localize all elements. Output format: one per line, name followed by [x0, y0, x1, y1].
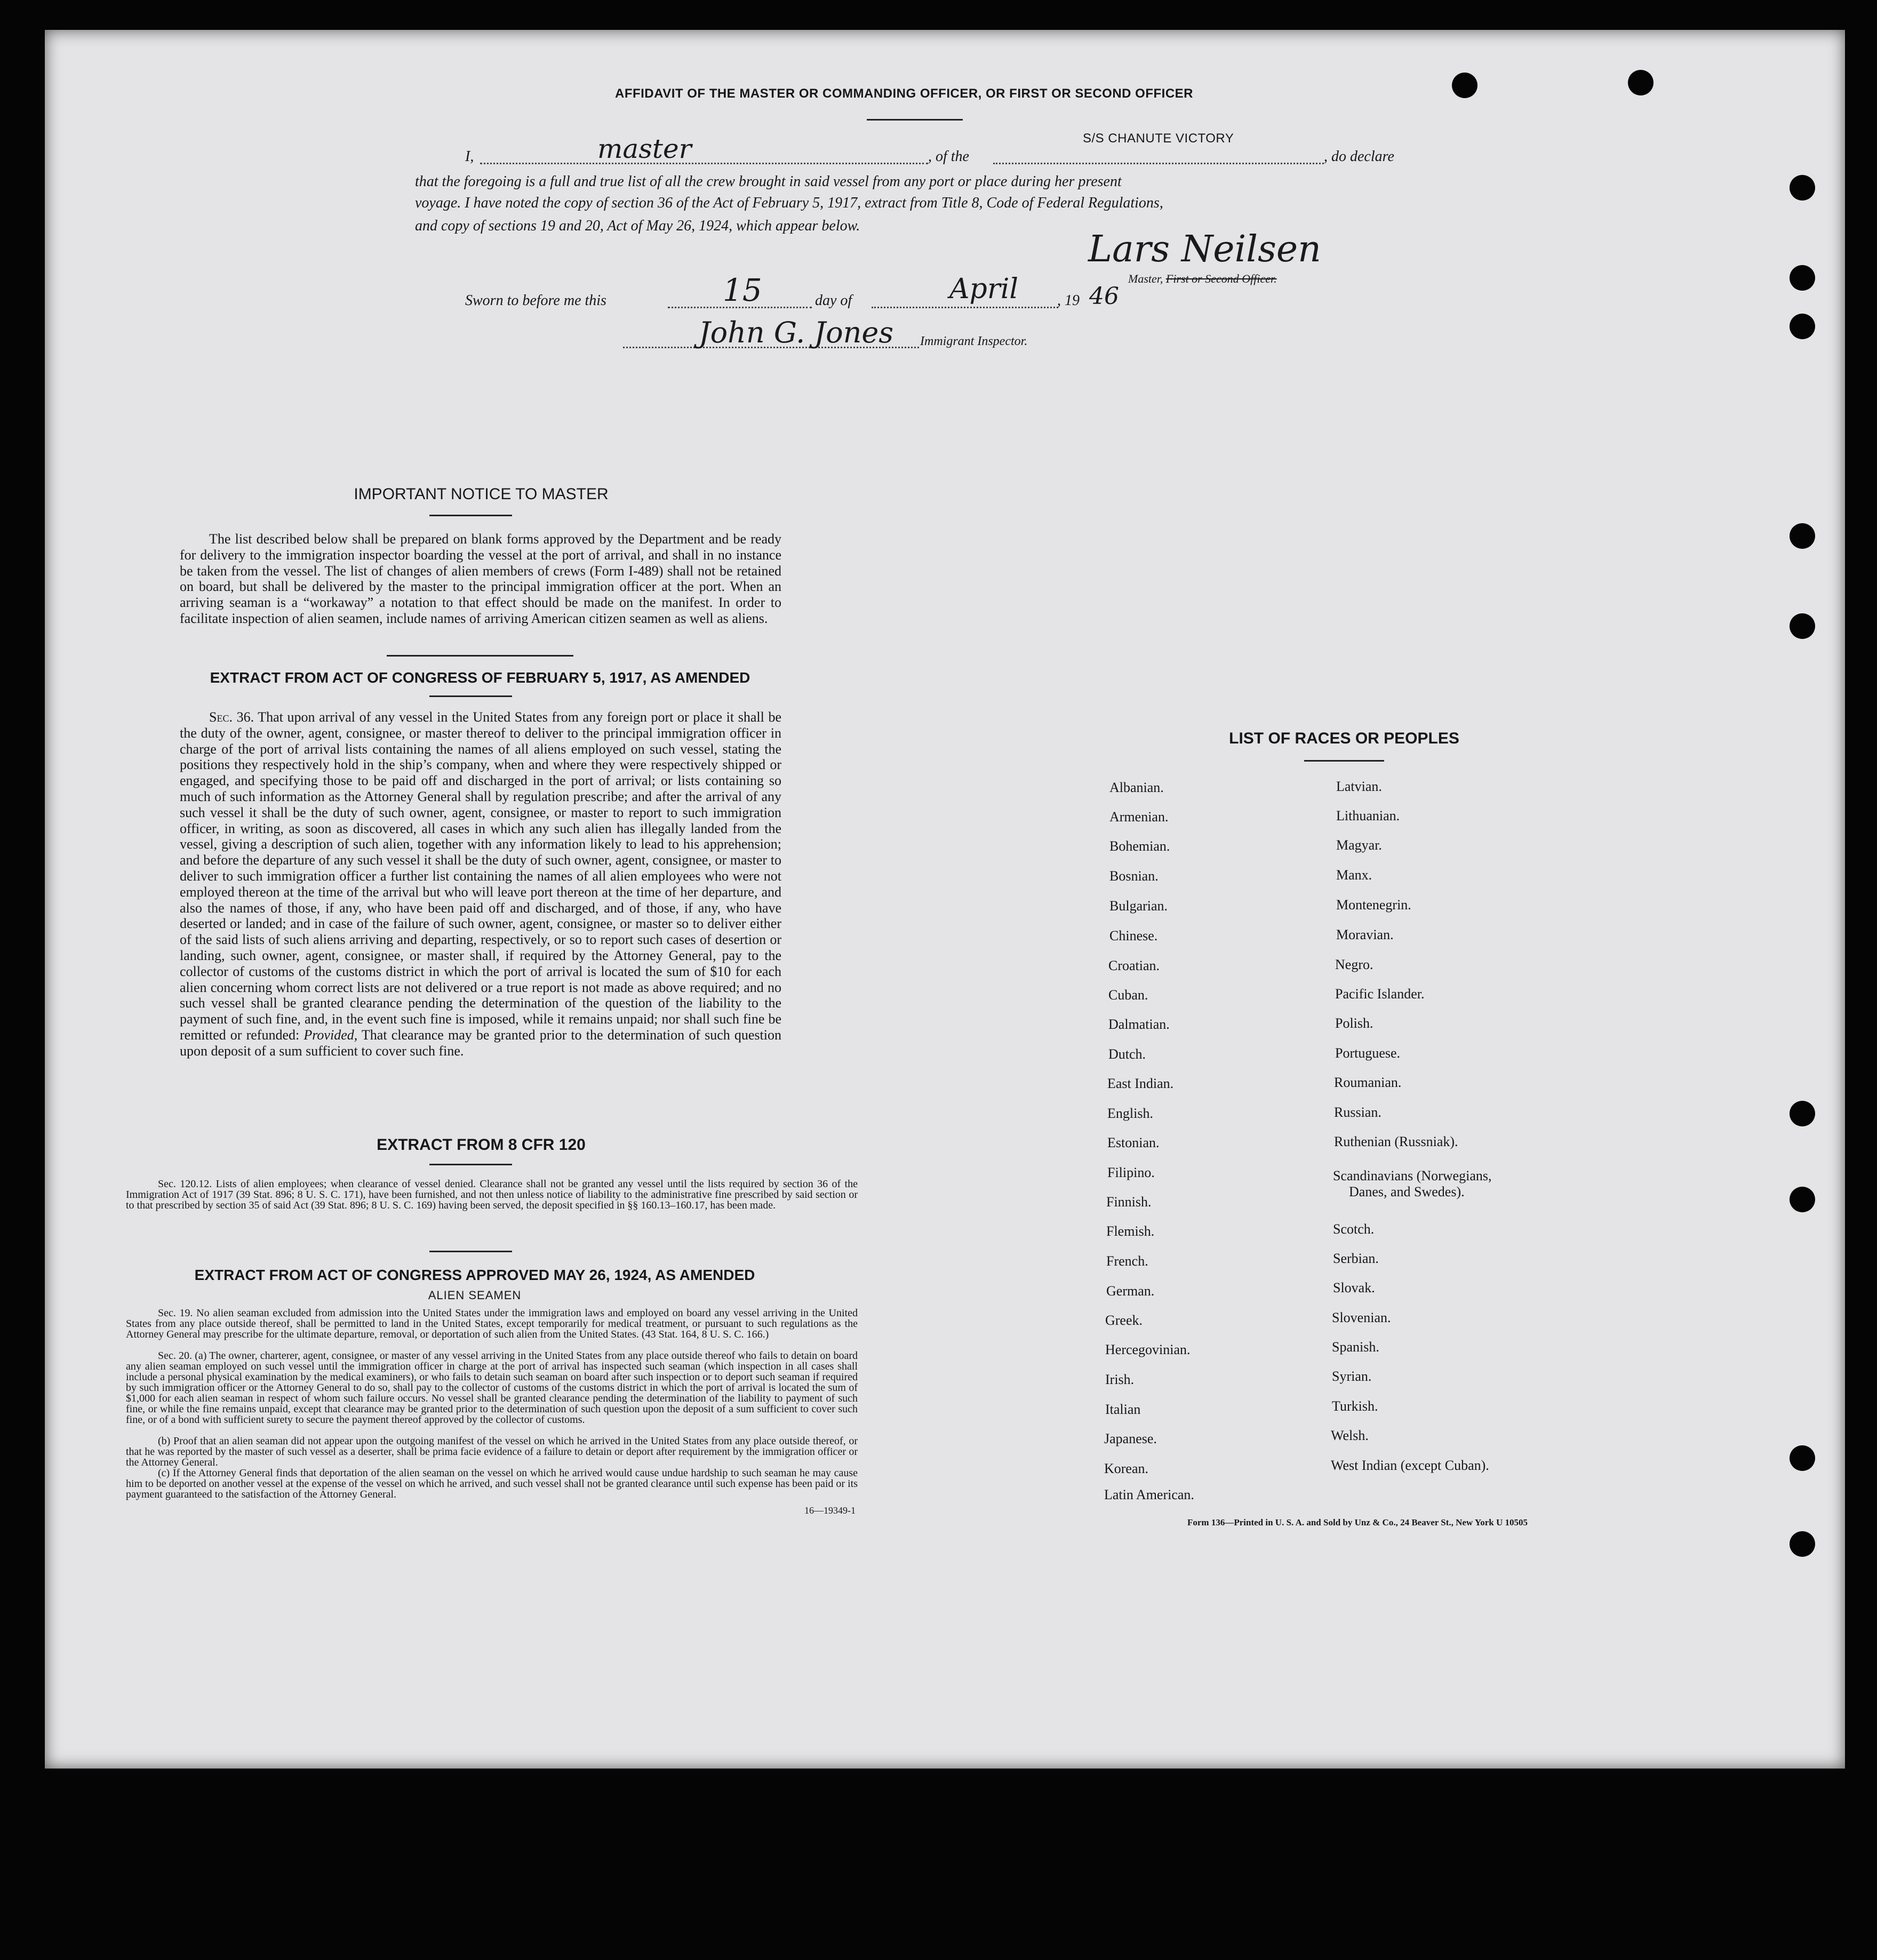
master-name-field — [480, 163, 928, 164]
vessel-name-field — [993, 163, 1324, 164]
year-prefix: , 19 — [1057, 292, 1080, 309]
act-1924-sec-20a: Sec. 20. (a) The owner, charterer, agent, consignee, or master of any vessel arriving in the United States from any place outside thereof who fails to detain on board any alien seaman employed on such vessel until the immigration officer in charge at the port of arrival has inspected such seaman (which inspection in all cases shall include a personal physical examination by the medical examiners), or who fails to detain such seaman on board after such inspection or to deport such seaman if required by such immigration officer or the Attorney General to do so, shall pay to the collector of customs of the customs district in which the port of arrival is located the sum of $1,000 for each alien seaman in respect of whom such failure occurs. No vessel shall be granted clearance pending the determination of the liability to payment of such fine, or while the fine remains unpaid, except that clearance may be granted prior to the determination of such question upon the deposit of a sum sufficient to cover such fine, or of a bond with sufficient surety to secure the payment thereof approved by the collector of customs. — [126, 1350, 858, 1426]
punch-hole — [1790, 175, 1815, 201]
punch-hole — [1790, 1187, 1815, 1212]
punch-hole — [1790, 1531, 1815, 1557]
act-1924-sec-20b: (b) Proof that an alien seaman did not appear upon the outgoing manifest of the vessel on which he arrived in the United States from any place outside thereof, or that he was reported by the master of such vessel as a deserter, shall be prima facie evidence of a failure to detain or deport after requirement by the immigration officer or the Attorney General. — [126, 1435, 858, 1468]
section-36-label: Sec. 36. — [209, 709, 254, 725]
race-item: Italian — [1105, 1402, 1141, 1417]
race-item: Scandinavians (Norwegians, — [1333, 1168, 1492, 1183]
race-item: Russian. — [1334, 1105, 1381, 1120]
cfr-title: EXTRACT FROM 8 CFR 120 — [377, 1136, 586, 1154]
divider — [867, 119, 963, 121]
race-item: East Indian. — [1107, 1076, 1174, 1091]
race-item: Roumanian. — [1334, 1075, 1402, 1090]
affidavit-i-label: I, — [465, 148, 474, 165]
race-item: Montenegrin. — [1336, 897, 1411, 913]
punch-hole — [1790, 314, 1815, 339]
act-1917-text — [180, 709, 781, 1059]
act-1924-title: EXTRACT FROM ACT OF CONGRESS APPROVED MAY 26, 1924, AS AMENDED — [194, 1267, 755, 1283]
divider — [429, 1251, 512, 1252]
race-item: Magyar. — [1336, 837, 1382, 853]
race-item: Scotch. — [1333, 1221, 1375, 1237]
punch-hole — [1790, 613, 1815, 639]
races-title: LIST OF RACES OR PEOPLES — [1229, 730, 1459, 747]
race-item: Flemish. — [1106, 1223, 1155, 1239]
master-caption-text: Master, — [1128, 272, 1163, 285]
master-signature: Lars Neilsen — [1088, 228, 1321, 270]
race-item: West Indian (except Cuban). — [1331, 1458, 1489, 1473]
race-item: Bohemian. — [1109, 838, 1170, 854]
race-item: Armenian. — [1109, 809, 1169, 825]
race-item: Hercegovinian. — [1105, 1342, 1191, 1357]
race-item: Turkish. — [1332, 1398, 1378, 1414]
race-item: Chinese. — [1109, 928, 1158, 943]
race-item: Slovenian. — [1332, 1310, 1391, 1325]
divider — [429, 695, 512, 697]
month-handwriting: April — [949, 273, 1018, 305]
race-item: Manx. — [1336, 867, 1372, 883]
inspector-caption: Immigrant Inspector. — [920, 334, 1028, 348]
punch-hole — [1628, 70, 1654, 95]
race-item: English. — [1107, 1106, 1153, 1121]
act-1924-sec-20c: (c) If the Attorney General finds that deportation of the alien seaman on the vessel on which he arrived would cause undue hardship to such seaman he may cause him to be deported on another vessel at the expense of the vessel on which he arrived, and such vessel shall not be granted clearance until such expense has been paid or its payment guaranteed to the satisfaction of the Attorney General. — [126, 1467, 858, 1500]
form-print-line: Form 136—Printed in U. S. A. and Sold by Unz & Co., 24 Beaver St., New York U 10505 — [1187, 1517, 1528, 1527]
inspector-signature: John G. Jones — [699, 316, 894, 349]
divider — [429, 515, 512, 516]
race-item: Serbian. — [1333, 1251, 1379, 1266]
affidavit-line-3: voyage. I have noted the copy of section 36 of the Act of February 5, 1917, extract from Title 8, Code of Federal Regulations, — [415, 195, 1163, 211]
provided-word: Provided, — [303, 1027, 358, 1043]
race-item: Korean. — [1104, 1461, 1149, 1476]
act-1917-title: EXTRACT FROM ACT OF CONGRESS OF FEBRUARY 5, 1917, AS AMENDED — [210, 669, 750, 686]
race-item: Bosnian. — [1109, 868, 1159, 884]
punch-hole — [1790, 1445, 1815, 1471]
day-of-label: day of — [815, 292, 852, 309]
race-item: French. — [1106, 1253, 1148, 1269]
affidavit-title: AFFIDAVIT OF THE MASTER OR COMMANDING OFFICER, OR FIRST OR SECOND OFFICER — [614, 86, 1194, 101]
notice-title: IMPORTANT NOTICE TO MASTER — [354, 485, 609, 503]
punch-hole — [1790, 523, 1815, 549]
race-item: German. — [1106, 1283, 1155, 1299]
divider — [387, 655, 573, 657]
race-item: Dutch. — [1108, 1046, 1146, 1062]
form-code: 16—19349-1 — [804, 1505, 856, 1516]
race-item: Croatian. — [1108, 958, 1160, 973]
race-item: Portuguese. — [1335, 1045, 1401, 1061]
punch-hole — [1452, 73, 1477, 98]
race-item: Danes, and Swedes). — [1349, 1184, 1465, 1199]
do-declare-label: , do declare — [1324, 148, 1394, 165]
month-field — [872, 307, 1058, 308]
affidavit-line-4: and copy of sections 19 and 20, Act of May 26, 1924, which appear below. — [415, 218, 860, 234]
race-item: Welsh. — [1331, 1428, 1369, 1443]
race-item: Filipino. — [1107, 1165, 1155, 1180]
race-item: Dalmatian. — [1108, 1017, 1170, 1032]
section-36-body: That upon arrival of any vessel in the United States from any foreign port or place it shall be the duty of the owner, agent, consignee, or master thereof to deliver to the principal immigration officer in charge of the port of arrival lists containing the names of all aliens employed on such vessel, stating the positions they respectively hold in the ship’s company, when and where they were respectively shipped or engaged, and specifying those to be paid off and discharged in the port of arrival; or lists containing so much of such information as the Attorney General shall by regulation prescribe; and after the arrival of any such vessel it shall be the duty of such owner, agent, consignee, or master to report to such immigration officer, in writing, as soon as discovered, all cases in which any such alien has illegally landed from the vessel, giving a description of such alien, together with any information likely to lead to his apprehension; and before the departure of any such vessel it shall be the duty of such owner, agent, consignee, or master to deliver to such immigration officer a further list containing the names of all alien employees who were not employed thereon at the time of the arrival but who will leave port thereon at the time of her departure, and also the names of those, if any, who have been paid off and discharged, and of those, if any, who have deserted or landed; and in case of the failure of such owner, agent, consignee, or master so to deliver either of the said lists of such aliens arriving and departing, respectively, or so to report such cases of desertion or landing, such owner, agent, consignee, or master shall, if required by the Attorney General, pay to the collector of customs of the customs district in which the port of arrival is located the sum of $10 for each alien concerning whom correct lists are not delivered or a true report is not made as above required; and no such vessel shall be granted clearance pending the determination of the question of the liability to the payment of such fine, and, in the event such fine is imposed, while it remains unpaid; nor shall such fine be remitted or refunded: — [180, 709, 781, 1043]
act-1924-sec-19: Sec. 19. No alien seaman excluded from admission into the United States under the immigration laws and employed on board any vessel arriving in the United States from any place outside thereof, shall be permitted to land in the United States, except temporarily for medical treatment, or pursuant to such regulations as the Attorney General may prescribe for the ultimate departure, removal, or deportation of such alien from the United States. (43 Stat. 164, 8 U. S. C. 166.) — [126, 1307, 858, 1340]
affidavit-line-2: that the foregoing is a full and true list of all the crew brought in said vessel from any port or place during her present — [415, 173, 1122, 190]
race-item: Cuban. — [1108, 987, 1148, 1003]
race-item: Lithuanian. — [1336, 808, 1400, 823]
struck-officer-caption: First or Second Officer. — [1165, 272, 1277, 285]
race-item: Slovak. — [1333, 1280, 1375, 1295]
race-item: Pacific Islander. — [1335, 986, 1425, 1002]
divider — [429, 1164, 512, 1165]
notice-text: The list described below shall be prepared on blank forms approved by the Department and be ready for delivery to the immigration inspector boarding the vessel at the port of arrival, and shall in no instance be taken from the vessel. The list of changes of alien members of crews (Form I-489) shall not be retained on board, but shall be delivered by the master to the principal immigration officer at the port. When an arriving seaman is a “workaway” a notation to that effect should be made on the manifest. In order to facilitate inspection of alien seamen, include names of arriving American citizen seamen as well as aliens. — [180, 531, 781, 626]
punch-hole — [1790, 265, 1815, 291]
year-handwriting: 46 — [1089, 283, 1119, 310]
race-item: Estonian. — [1107, 1135, 1160, 1150]
race-item: Albanian. — [1109, 780, 1164, 795]
race-item: Irish. — [1105, 1372, 1135, 1387]
vessel-name-stamp: S/S CHANUTE VICTORY — [1083, 131, 1234, 146]
divider — [1304, 760, 1384, 762]
race-item: Latvian. — [1336, 779, 1382, 794]
race-item: Polish. — [1335, 1015, 1373, 1031]
race-item: Japanese. — [1104, 1431, 1157, 1446]
alien-seamen-subtitle: ALIEN SEAMEN — [428, 1289, 522, 1302]
section-36-end: That clearance may be granted prior to the determination of such question upon deposit of a sum sufficient to cover such fine. — [180, 1027, 781, 1059]
of-the-label: , of the — [928, 148, 969, 165]
master-name-handwriting: master — [597, 133, 692, 164]
master-caption — [1128, 272, 1277, 286]
race-item: Moravian. — [1336, 927, 1394, 942]
race-item: Syrian. — [1332, 1369, 1372, 1384]
race-item: Negro. — [1335, 957, 1373, 972]
race-item: Latin American. — [1104, 1487, 1194, 1502]
race-item: Finnish. — [1106, 1194, 1152, 1210]
race-item: Ruthenian (Russniak). — [1334, 1134, 1458, 1149]
punch-hole — [1790, 1101, 1815, 1126]
day-handwriting: 15 — [723, 272, 762, 308]
race-item: Greek. — [1105, 1313, 1143, 1328]
sworn-label: Sworn to before me this — [465, 292, 606, 309]
race-item: Spanish. — [1332, 1339, 1379, 1355]
cfr-text: Sec. 120.12. Lists of alien employees; when clearance of vessel denied. Clearance shall not be granted any vessel until the lists required by section 36 of the Immigration Act of 1917 (39 Stat. 896; 8 U. S. C. 171), have been furnished, and not then unless notice of liability to the administrative fine prescribed by said section or to that prescribed by section 35 of said Act (39 Stat. 896; 8 U. S. C. 169) having been served, the deposit specified in §§ 160.13–160.17, has been made. — [126, 1178, 858, 1211]
race-item: Bulgarian. — [1109, 898, 1168, 914]
